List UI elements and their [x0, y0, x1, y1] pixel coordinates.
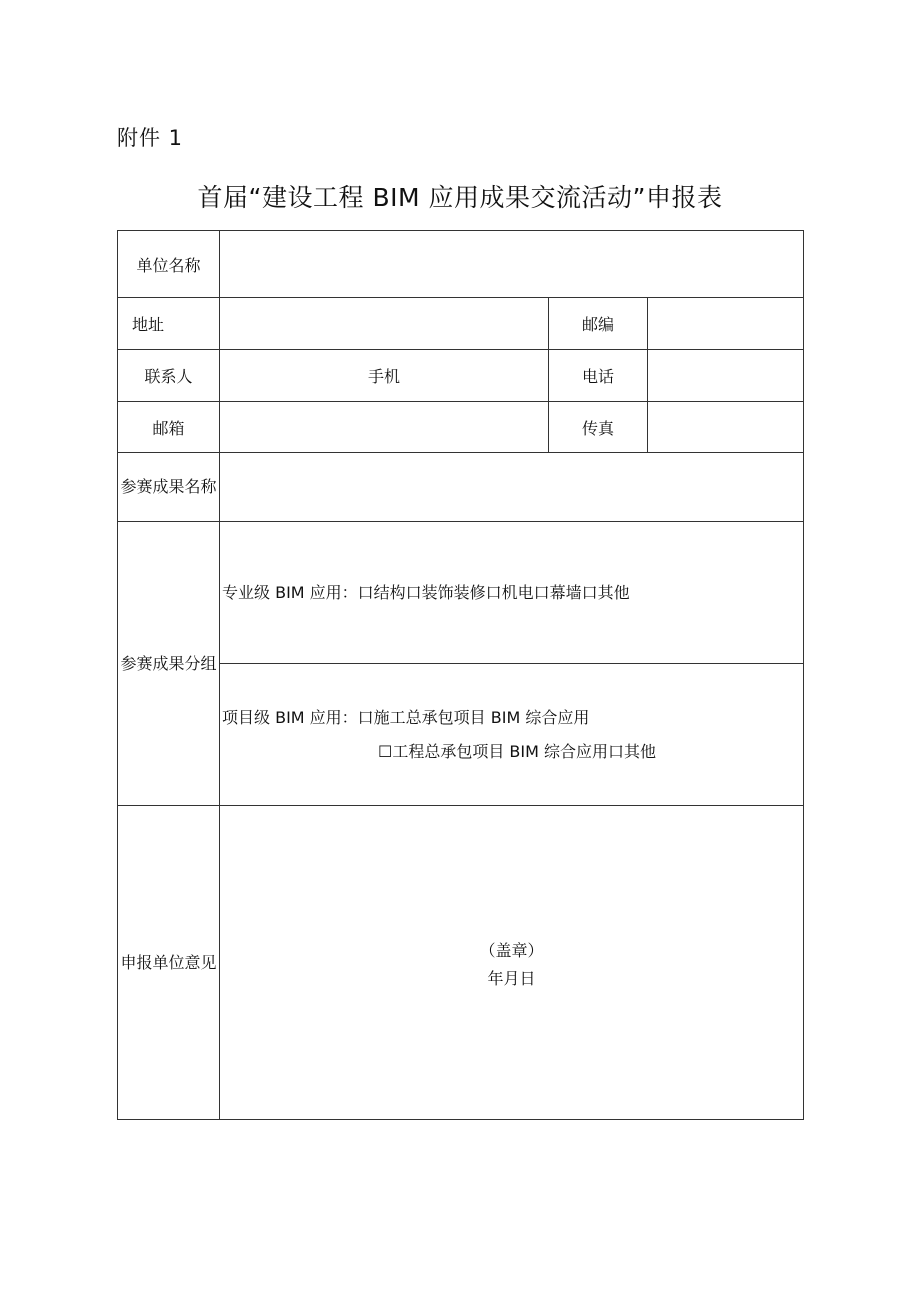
row-entry-group-professional [118, 522, 804, 664]
project-line-1: 项目级 BIM 应用：口施工总承包项目 BIM 综合应用 [222, 707, 590, 727]
project-line-2: ☐工程总承包项目 BIM 综合应用口其他 [378, 741, 657, 761]
opinion-field[interactable] [220, 806, 804, 1120]
row-contact [118, 350, 804, 402]
row-opinion [118, 806, 804, 1120]
fax-label: 传真 [549, 402, 648, 453]
phone-field[interactable] [648, 350, 804, 402]
date-label: 年月日 [487, 968, 536, 988]
row-email [118, 402, 804, 453]
phone-label: 电话 [549, 350, 648, 402]
unit-name-label: 单位名称 [118, 231, 220, 298]
application-form-table [117, 230, 804, 1120]
mobile-label: 手机 [220, 350, 549, 402]
page-title: 首届“建设工程 BIM 应用成果交流活动”申报表 [197, 183, 723, 212]
attachment-label: 附件 1 [117, 126, 184, 150]
project-level-options[interactable] [220, 664, 804, 806]
email-field[interactable] [220, 402, 549, 453]
row-address [118, 298, 804, 350]
address-field[interactable] [220, 298, 549, 350]
email-label: 邮箱 [118, 402, 220, 453]
fax-field[interactable] [648, 402, 804, 453]
opinion-label: 申报单位意见 [118, 806, 220, 1120]
professional-level-options[interactable] [220, 522, 804, 664]
row-unit-name [118, 231, 804, 298]
postcode-field[interactable] [648, 298, 804, 350]
unit-name-field[interactable] [220, 231, 804, 298]
entry-name-label: 参赛成果名称 [118, 453, 220, 522]
postcode-label: 邮编 [549, 298, 648, 350]
address-label: 地址 [118, 298, 220, 350]
stamp-label: （盖章） [479, 940, 544, 960]
contact-label: 联系人 [118, 350, 220, 402]
row-entry-group-project [118, 664, 804, 806]
row-entry-name [118, 453, 804, 522]
entry-name-field[interactable] [220, 453, 804, 522]
entry-group-label: 参赛成果分组 [118, 522, 220, 806]
professional-line: 专业级 BIM 应用：口结构口装饰装修口机电口幕墙口其他 [222, 582, 630, 602]
